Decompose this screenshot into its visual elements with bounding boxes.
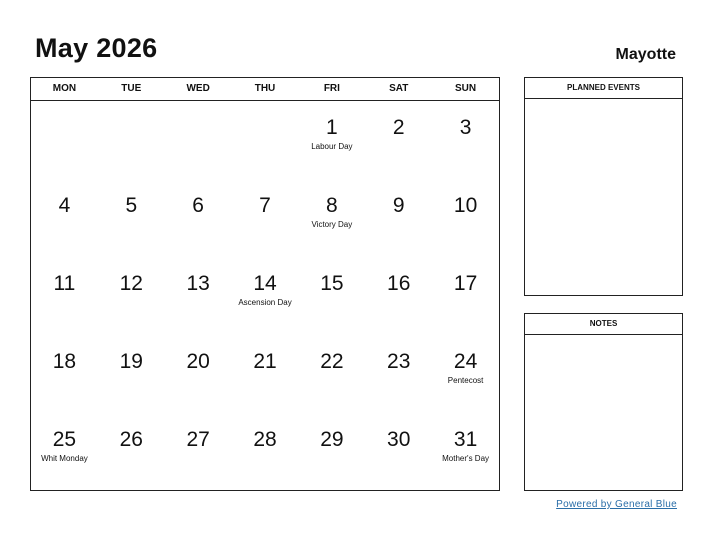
day-number: 19: [119, 350, 143, 373]
week-row: [31, 413, 499, 491]
week-row: [31, 179, 499, 257]
planned-events-panel: [524, 77, 683, 296]
day-cell: [365, 101, 432, 179]
holiday-label: Pentecost: [447, 376, 484, 385]
day-cell: [98, 257, 165, 335]
day-cell: [365, 335, 432, 413]
day-cell: [31, 335, 98, 413]
day-number: 31: [453, 428, 478, 451]
day-number: 12: [119, 272, 143, 295]
day-number: 30: [387, 428, 411, 451]
day-cell: [165, 179, 232, 257]
day-number: 8: [326, 194, 338, 217]
day-number: 2: [392, 116, 405, 139]
day-number: 26: [119, 428, 143, 451]
day-cell: [298, 413, 365, 491]
holiday-label: Mother's Day: [442, 454, 490, 463]
day-cell: [31, 257, 98, 335]
day-cell: [165, 335, 232, 413]
week-row: [31, 257, 499, 335]
day-number: 29: [320, 428, 344, 451]
planned-events-title: PLANNED EVENTS: [525, 78, 682, 99]
day-cell: [298, 101, 365, 179]
day-cell: [432, 101, 499, 179]
day-number: 28: [253, 428, 277, 451]
day-number: 11: [53, 272, 76, 295]
day-number: 23: [387, 350, 411, 373]
day-number: 13: [186, 272, 210, 295]
weekday-thu: THU: [254, 83, 276, 94]
day-cell: [232, 101, 299, 179]
day-cell: [232, 413, 299, 491]
weekday-tue: TUE: [121, 83, 142, 94]
day-number: 6: [192, 194, 204, 217]
day-number: 18: [52, 350, 77, 373]
day-number: 15: [320, 272, 344, 295]
notes-panel: [524, 313, 683, 491]
day-number: 14: [253, 272, 277, 295]
region-label: Mayotte: [615, 46, 676, 63]
day-cell: [432, 179, 499, 257]
day-number: 10: [453, 194, 478, 217]
day-cell: [98, 179, 165, 257]
week-row: [31, 335, 499, 413]
day-cell: [432, 413, 499, 491]
day-number: 9: [392, 194, 405, 217]
day-cell: [365, 179, 432, 257]
day-cell: [165, 257, 232, 335]
day-cell: [98, 101, 165, 179]
day-number: 27: [186, 428, 210, 451]
day-cell: [232, 179, 299, 257]
week-row: [31, 101, 499, 179]
calendar-weeks: [31, 101, 499, 491]
weekday-header-row: [31, 78, 499, 101]
day-cell: [365, 257, 432, 335]
day-number: 20: [186, 350, 210, 373]
day-cell: [232, 335, 299, 413]
day-cell: [98, 413, 165, 491]
calendar-grid: [30, 77, 500, 491]
day-number: 5: [125, 194, 138, 217]
day-number: 1: [326, 116, 338, 139]
day-number: 25: [52, 428, 77, 451]
day-cell: [98, 335, 165, 413]
day-cell: [31, 101, 98, 179]
day-cell: [432, 257, 499, 335]
day-number: 24: [453, 350, 478, 373]
day-number: 22: [320, 350, 344, 373]
day-number: 4: [58, 194, 71, 217]
weekday-mon: MON: [52, 83, 77, 94]
day-cell: [298, 335, 365, 413]
day-number: 21: [253, 350, 277, 373]
powered-by-link[interactable]: Powered by General Blue: [556, 499, 677, 510]
notes-title: NOTES: [525, 314, 682, 335]
day-number: 16: [387, 272, 411, 295]
day-cell: [165, 413, 232, 491]
day-number: 7: [259, 194, 271, 217]
day-cell: [165, 101, 232, 179]
weekday-sat: SAT: [389, 83, 409, 94]
weekday-fri: FRI: [323, 83, 340, 94]
weekday-wed: WED: [186, 83, 210, 94]
day-cell: [298, 179, 365, 257]
page-title: May 2026: [35, 33, 158, 63]
holiday-label: Victory Day: [311, 220, 353, 229]
day-cell: [365, 413, 432, 491]
day-number: 17: [453, 272, 478, 295]
holiday-label: Whit Monday: [41, 454, 88, 463]
day-cell: [232, 257, 299, 335]
day-number: 3: [459, 116, 472, 139]
day-cell: [31, 413, 98, 491]
holiday-label: Labour Day: [311, 142, 353, 151]
holiday-label: Ascension Day: [238, 298, 292, 307]
day-cell: [31, 179, 98, 257]
day-cell: [298, 257, 365, 335]
weekday-sun: SUN: [455, 83, 477, 94]
day-cell: [432, 335, 499, 413]
